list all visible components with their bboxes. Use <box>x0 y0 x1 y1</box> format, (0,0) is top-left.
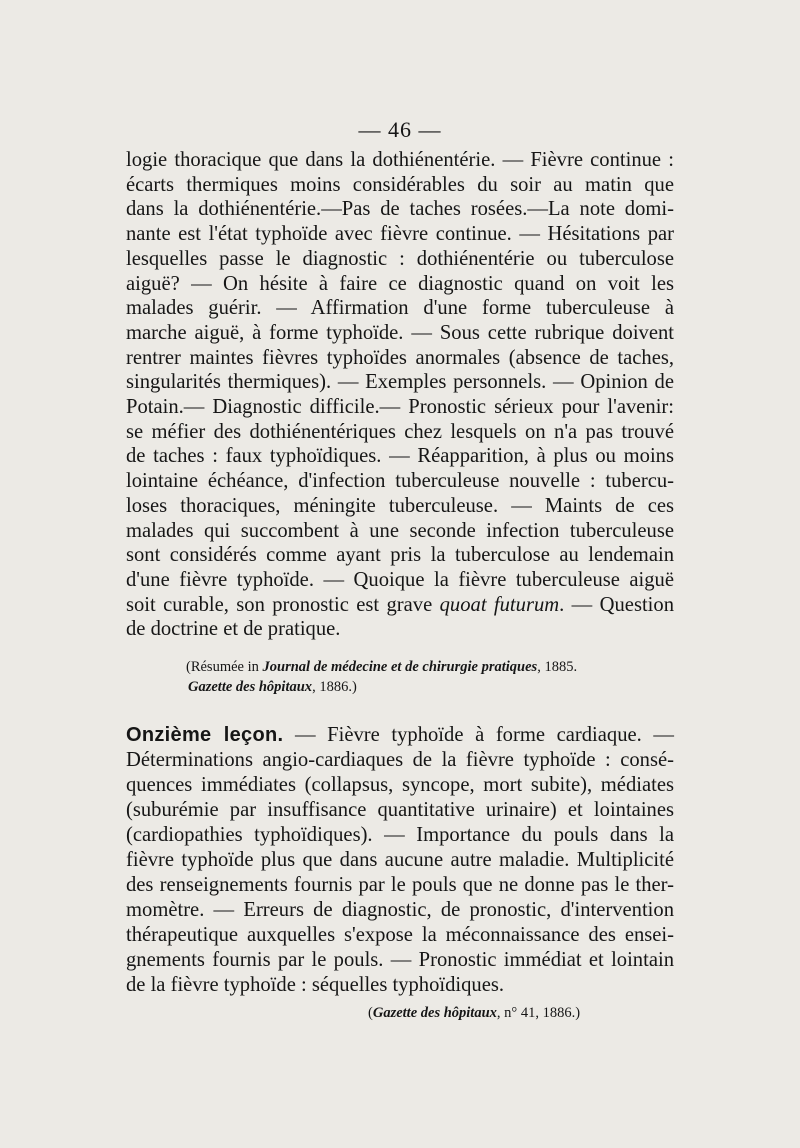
text-line: Potain.— Diagnostic difficile.— Pronostic sérieux pour l'avenir: <box>126 396 674 419</box>
text-line: nante est l'état typhoïde avec fièvre continue. — Hésitations par <box>126 223 674 246</box>
latin-phrase: quoat futurum <box>439 593 560 616</box>
citation-reference <box>186 657 686 697</box>
citation-reference <box>368 1003 688 1023</box>
gazette-title: Gazette des hôpitaux <box>188 679 313 695</box>
text-fragment: soit curable, son pronostic est grave <box>126 593 440 616</box>
text-line: malades qui succombent à une seconde infection tuberculeuse <box>126 519 674 542</box>
lesson-subject: — Fièvre typhoïde à forme cardiaque. — <box>283 724 674 746</box>
citation-year: , 1886.) <box>312 679 357 695</box>
text-line: momètre. — Erreurs de diagnostic, de pronostic, d'intervention <box>126 899 674 921</box>
lesson-heading-line <box>126 723 674 748</box>
text-line: lointaine échéance, d'infection tuberculeuse nouvelle : tubercu- <box>126 470 674 493</box>
text-line: lesquelles passe le diagnostic : dothiénentérie ou tuberculose <box>126 247 674 270</box>
text-line: dans la dothiénentérie.—Pas de taches rosées.—La note domi- <box>126 198 674 221</box>
text-fragment: . — Question <box>559 593 674 616</box>
citation-year: , 1885. <box>537 659 578 675</box>
text-line: aiguë? — On hésite à faire ce diagnostic quand on voit les <box>126 272 674 295</box>
text-line: Déterminations angio-cardiaques de la fièvre typhoïde : consé- <box>126 749 674 771</box>
citation-issue: , n° 41, 1886.) <box>496 1005 581 1021</box>
text-line: fièvre typhoïde plus que dans aucune autre maladie. Multiplicité <box>126 849 674 871</box>
summary-paragraph <box>126 148 674 642</box>
text-line: écarts thermiques moins considérables du soir au matin que <box>126 173 674 196</box>
text-line: gnements fournis par le pouls. — Pronostic immédiat et lointain <box>126 949 674 971</box>
text-line: d'une fièvre typhoïde. — Quoique la fièvre tuberculeuse aiguë <box>126 568 674 591</box>
text-line: de taches : faux typhoïdiques. — Réapparition, à plus ou moins <box>126 445 674 468</box>
text-line: rentrer maintes fièvres typhoïdes anormales (absence de taches, <box>126 346 674 369</box>
text-line: logie thoracique que dans la dothiénentérie. — Fièvre continue : <box>126 149 674 171</box>
lesson-title: Onzième leçon. <box>126 724 284 746</box>
text-line: thérapeutique auxquelles s'expose la méconnaissance des ensei- <box>126 924 674 946</box>
text-line: singularités thermiques). — Exemples personnels. — Opinion de <box>126 371 674 394</box>
lesson-eleven-section <box>126 723 674 998</box>
text-line: (suburémie par insuffisance quantitative urinaire) et lointaines <box>126 799 674 821</box>
paren-open: ( <box>368 1005 373 1021</box>
text-line: malades guérir. — Affirmation d'une forme tuberculeuse à <box>126 297 674 320</box>
text-line: quences immédiates (collapsus, syncope, mort subite), médiates <box>126 774 674 796</box>
text-line: (cardiopathies typhoïdiques). — Importance du pouls dans la <box>126 824 674 846</box>
citation-prefix: (Résumée in <box>186 659 263 675</box>
text-line: marche aiguë, à forme typhoïde. — Sous cette rubrique doivent <box>126 321 674 344</box>
text-line: des renseignements fournis par le pouls que ne donne pas le ther- <box>126 874 674 896</box>
journal-title: Journal de médecine et de chirurgie pratiques <box>262 659 538 675</box>
text-line: loses thoraciques, méningite tuberculeuse. — Maints de ces <box>126 494 674 517</box>
text-line: sont considérés comme ayant pris la tuberculose au lendemain <box>126 544 674 567</box>
text-line <box>126 593 674 618</box>
text-line: de la fièvre typhoïde : séquelles typhoïdiques. <box>126 974 505 996</box>
text-line: de doctrine et de pratique. <box>126 618 341 641</box>
page-number: — 46 — <box>358 117 442 142</box>
gazette-title: Gazette des hôpitaux <box>372 1005 497 1021</box>
text-line: se méfier des dothiénentériques chez lesquels on n'a pas trouvé <box>126 420 674 443</box>
